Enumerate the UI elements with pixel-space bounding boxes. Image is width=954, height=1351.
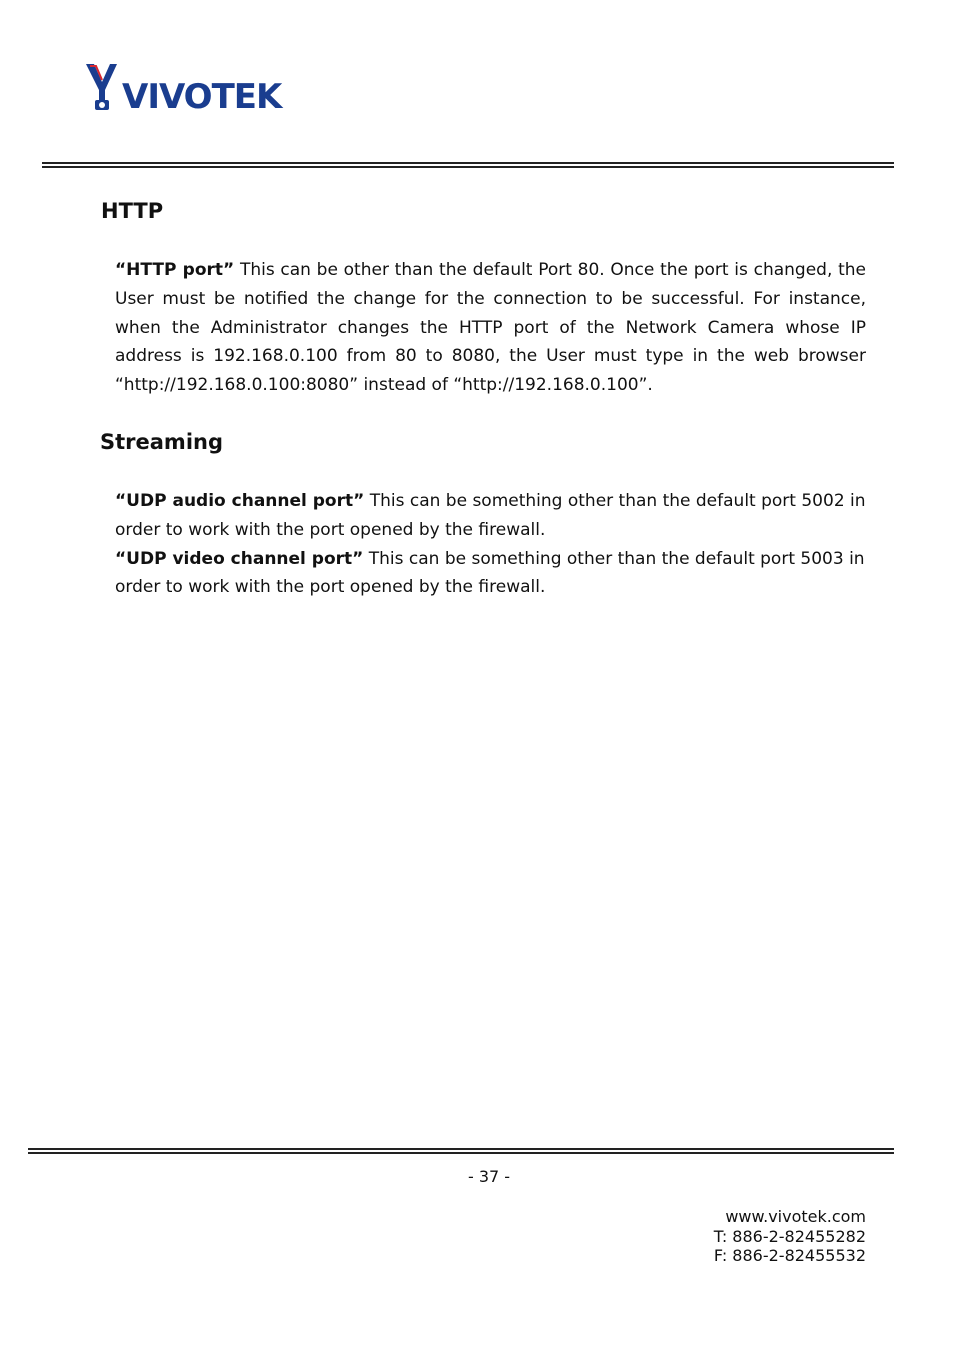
section-heading-streaming: Streaming xyxy=(100,430,223,454)
vivotek-logo xyxy=(84,62,294,114)
udp-audio-label: “UDP audio channel port” xyxy=(115,491,365,511)
logo-wordmark: VIVOTEK xyxy=(122,77,282,114)
section-heading-http: HTTP xyxy=(101,199,164,223)
http-port-text: This can be other than the default Port 80. Once the port is changed, the User must be notified the change for the connection to be successful. For instance, when the Administrator changes the HTTP port of the Network Camera whose IP address is 192.168.0.100 from 80 to 8080, the User must type in the web browser “http://192.168.0.100:8080” instead of “http://192.168.0.100”. xyxy=(115,260,866,396)
udp-video-text: This can be something other than the default port 5003 in order to work with the port opened by the firewall. xyxy=(115,548,865,598)
page-number: - 37 - xyxy=(467,1167,511,1186)
udp-ports-paragraph xyxy=(115,487,866,602)
footer-divider xyxy=(28,1148,894,1154)
phone-number: T: 886-2-82455282 xyxy=(713,1226,866,1246)
udp-audio-text: This can be something other than the default port 5002 in order to work with the port opened by the firewall. xyxy=(115,491,866,540)
http-port-label: “HTTP port” xyxy=(115,260,235,280)
contact-footer xyxy=(714,1207,866,1266)
header-divider xyxy=(42,162,894,168)
website-link[interactable]: www.vivotek.com xyxy=(725,1207,866,1226)
fax-number: F: 886-2-82455532 xyxy=(713,1246,866,1265)
udp-video-label: “UDP video channel port” xyxy=(115,548,364,569)
http-port-paragraph xyxy=(115,256,866,400)
